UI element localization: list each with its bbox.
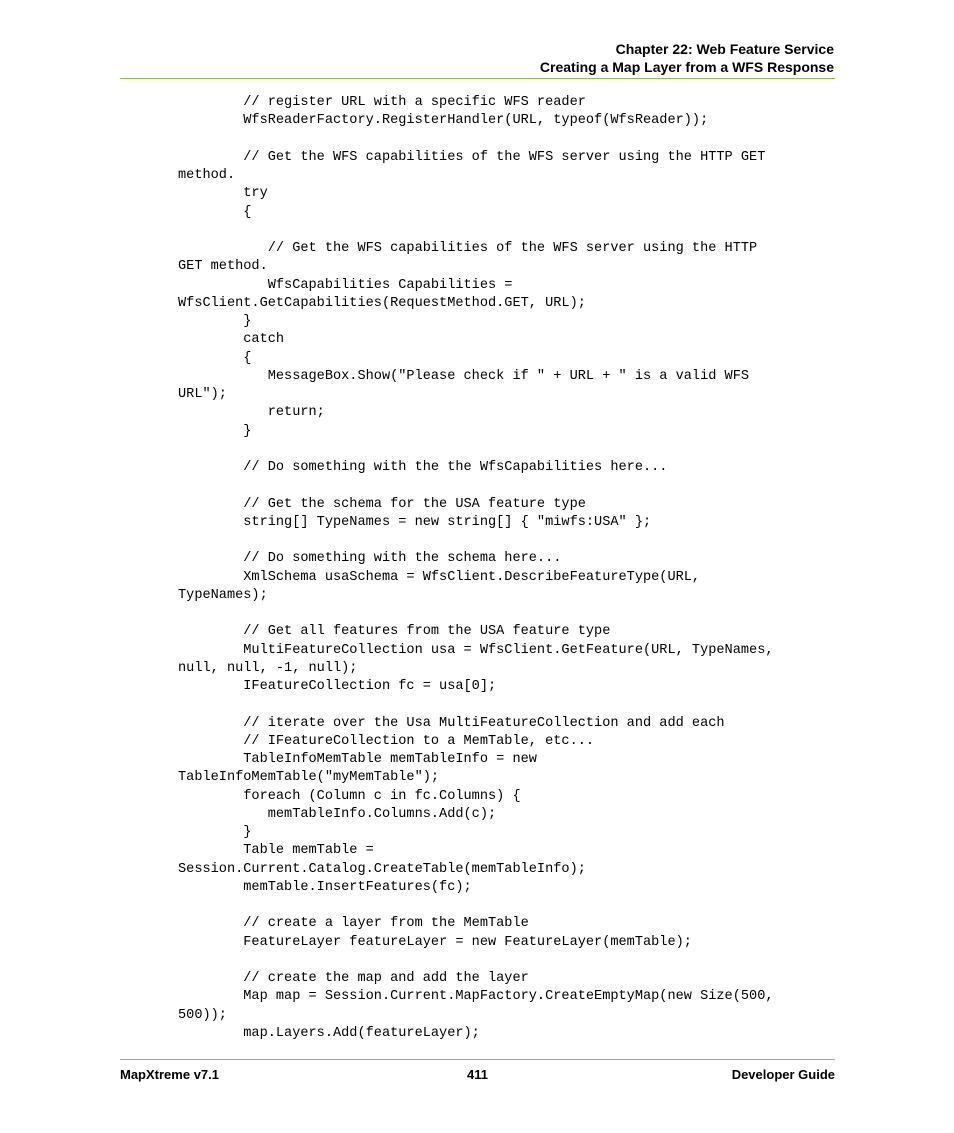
code-line: foreach (Column c in fc.Columns) {	[178, 788, 521, 804]
code-line: // Do something with the the WfsCapabilities here...	[178, 460, 668, 475]
code-line: method.	[178, 168, 236, 183]
code-line: FeatureLayer featureLayer = new FeatureLayer(memTable);	[178, 934, 692, 950]
code-line: // Get the WFS capabilities of the WFS server using the HTTP GET	[178, 149, 766, 165]
code-line: TableInfoMemTable memTableInfo = new	[178, 752, 537, 767]
code-line: map.Layers.Add(featureLayer);	[178, 1025, 480, 1041]
product-name: MapXtreme v7.1	[120, 1067, 219, 1082]
code-line: MultiFeatureCollection usa = WfsClient.GetFeature(URL, TypeNames,	[178, 642, 774, 658]
code-line: // Get all features from the USA feature type	[178, 624, 611, 640]
code-line: // create a layer from the MemTable	[178, 916, 529, 932]
code-line: XmlSchema usaSchema = WfsClient.DescribeFeatureType(URL,	[178, 569, 701, 585]
code-line	[178, 477, 838, 495]
code-listing	[178, 94, 838, 1043]
code-line	[178, 532, 838, 550]
code-line: // Get the WFS capabilities of the WFS server using the HTTP	[178, 241, 758, 256]
code-line: MessageBox.Show("Please check if " + URL + " is a valid WFS	[178, 368, 750, 384]
code-line: string[] TypeNames = new string[] { "miwfs:USA" };	[178, 514, 652, 530]
code-line: WfsReaderFactory.RegisterHandler(URL, typeof(WfsReader));	[178, 113, 709, 129]
code-line: }	[178, 825, 252, 840]
code-line: memTable.InsertFeatures(fc);	[178, 879, 472, 895]
code-line: }	[178, 423, 252, 439]
code-line: null, null, -1, null);	[178, 660, 358, 676]
page-number: 411	[467, 1067, 488, 1082]
page-footer	[120, 1067, 835, 1085]
code-line: URL");	[178, 387, 227, 402]
page-header	[540, 40, 834, 76]
code-line: // IFeatureCollection to a MemTable, etc...	[178, 733, 595, 749]
code-line: memTableInfo.Columns.Add(c);	[178, 806, 497, 822]
code-line	[178, 897, 838, 915]
code-line: Map map = Session.Current.MapFactory.CreateEmptyMap(new Size(500,	[178, 989, 774, 1005]
chapter-title: Chapter 22: Web Feature Service	[615, 41, 834, 57]
code-line: // Do something with the schema here...	[178, 551, 562, 567]
code-line: GET method.	[178, 259, 268, 275]
code-line: Session.Current.Catalog.CreateTable(memTableInfo);	[178, 861, 586, 877]
code-line: Table memTable =	[178, 843, 374, 859]
guide-name: Developer Guide	[731, 1067, 835, 1082]
code-line: // iterate over the Usa MultiFeatureCollection and add each	[178, 715, 725, 731]
code-line: return;	[178, 405, 325, 421]
code-line: TableInfoMemTable("myMemTable");	[178, 770, 440, 786]
footer-rule	[120, 1059, 835, 1060]
code-line	[178, 696, 838, 714]
code-line	[178, 441, 838, 459]
code-line: WfsClient.GetCapabilities(RequestMethod.GET, URL);	[178, 295, 586, 311]
code-line: // create the map and add the layer	[178, 971, 529, 986]
code-line: {	[178, 350, 252, 366]
section-title: Creating a Map Layer from a WFS Response	[539, 59, 834, 75]
code-line	[178, 131, 838, 149]
code-line: TypeNames);	[178, 587, 268, 603]
code-line: // register URL with a specific WFS reader	[178, 95, 586, 110]
code-line	[178, 952, 838, 970]
code-line: // Get the schema for the USA feature type	[178, 496, 586, 512]
code-line	[178, 222, 838, 240]
code-line: WfsCapabilities Capabilities =	[178, 277, 513, 293]
code-line: IFeatureCollection fc = usa[0];	[178, 679, 497, 694]
code-line: }	[178, 314, 252, 329]
code-line: try	[178, 186, 268, 202]
code-line: catch	[178, 332, 285, 348]
code-line: {	[178, 204, 252, 220]
code-line: 500));	[178, 1007, 227, 1023]
header-rule	[120, 78, 835, 79]
code-line	[178, 605, 838, 623]
